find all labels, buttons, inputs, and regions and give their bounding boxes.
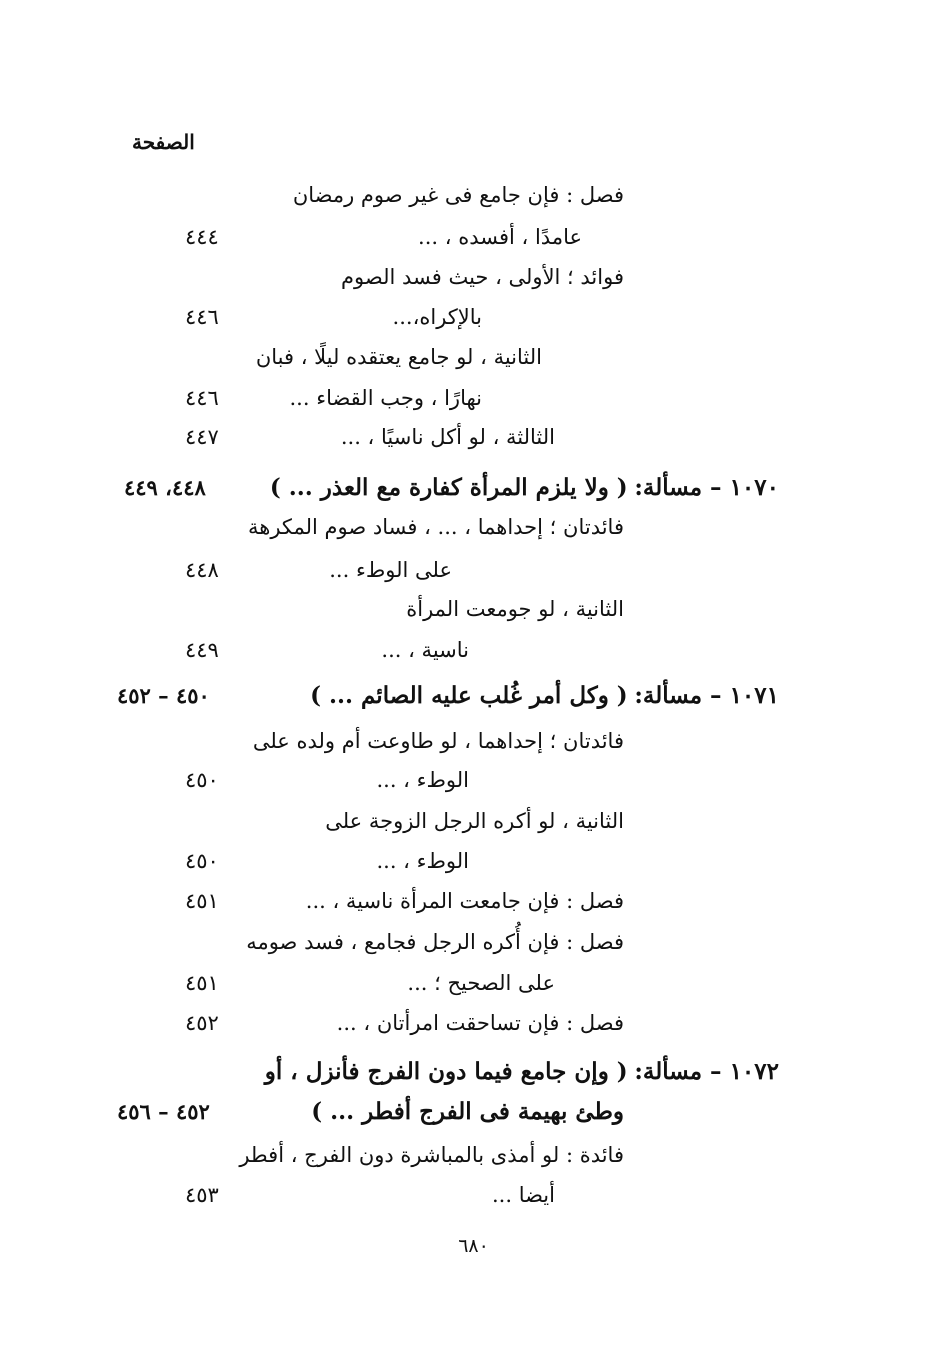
- page-reference: ٤٤٧: [185, 425, 219, 449]
- issue-title-continued: وطئ بهيمة فى الفرج أفطر ... ): [311, 1098, 624, 1125]
- page-reference: ٤٥٢ – ٤٥٦: [117, 1099, 210, 1124]
- page-number: ٦٨٠: [458, 1235, 489, 1257]
- index-entry: فصل : فإن جامع فى غير صوم رمضان: [292, 183, 624, 207]
- page-reference: ٤٥١: [185, 971, 219, 995]
- index-entry: فائدتان ؛ إحداهما ، لو طاوعت أم ولده على: [252, 729, 624, 753]
- index-entry: فوائد ؛ الأولى ، حيث فسد الصوم: [341, 265, 624, 289]
- issue-number: ١٠٧٠ – مسألة:: [634, 474, 779, 501]
- issue-title: ( ولا يلزم المرأة كفارة مع العذر ... ): [269, 474, 628, 501]
- index-entry: ناسية ، ...: [381, 638, 469, 662]
- index-entry: بالإكراه،...: [392, 305, 482, 329]
- issue-title: ( وكل أمر غُلب عليه الصائم ... ): [310, 682, 628, 709]
- page-reference: ٤٥٢: [185, 1011, 219, 1035]
- issue-number: ١٠٧٢ – مسألة:: [634, 1058, 779, 1085]
- index-entry: فائدة : لو أمذى بالمباشرة دون الفرج ، أفطر: [239, 1143, 624, 1167]
- page-reference: ٤٥٠ – ٤٥٢: [117, 683, 210, 708]
- page-reference: ٤٤٨: [185, 558, 219, 582]
- index-entry: فائدتان ؛ إحداهما ، ... ، فساد صوم المكرهة: [247, 515, 624, 539]
- page-reference: ٤٤٩: [185, 638, 219, 662]
- page-reference: ٤٤٦: [185, 305, 219, 329]
- index-entry: الثانية ، لو أكره الرجل الزوجة على: [325, 809, 624, 833]
- issue-title: ( وإن جامع فيما دون الفرج فأنزل ، أو: [264, 1058, 628, 1085]
- page-reference: ٤٥٠: [185, 768, 219, 792]
- issue-heading: [265, 1057, 779, 1087]
- page-reference: ٤٤٦: [185, 386, 219, 410]
- index-entry: نهارًا ، وجب القضاء ...: [289, 386, 482, 410]
- index-entry: فصل : فإن أُكره الرجل فجامع ، فسد صومه: [246, 930, 624, 954]
- index-entry: الوطء ، ...: [376, 849, 469, 873]
- page-reference: ٤٥٠: [185, 849, 219, 873]
- index-entry: أيضا ...: [492, 1183, 555, 1207]
- page-reference: ٤٤٤: [185, 225, 219, 249]
- index-entry: فصل : فإن جامعت المرأة ناسية ، ...: [305, 889, 624, 913]
- page-reference: ٤٤٨، ٤٤٩: [124, 475, 206, 500]
- index-entry: عامدًا ، أفسده ، ...: [418, 225, 582, 249]
- page-reference: ٤٥١: [185, 889, 219, 913]
- index-entry: الثانية ، لو جامع يعتقده ليلًا ، فبان: [255, 345, 542, 369]
- issue-number: ١٠٧١ – مسألة:: [634, 682, 779, 709]
- page-reference: ٤٥٣: [185, 1183, 219, 1207]
- page-column-header: الصفحة: [132, 130, 195, 154]
- index-entry: الثالثة ، لو أكل ناسيًا ، ...: [340, 425, 555, 449]
- issue-heading: [310, 681, 779, 711]
- index-entry: فصل : فإن تساحقت امرأتان ، ...: [336, 1011, 624, 1035]
- index-entry: الوطء ، ...: [376, 768, 469, 792]
- issue-heading: [270, 473, 779, 503]
- index-entry: على الصحيح ؛ ...: [407, 971, 555, 995]
- index-entry: على الوطء ...: [329, 558, 452, 582]
- index-entry: الثانية ، لو جومعت المرأة: [406, 597, 624, 621]
